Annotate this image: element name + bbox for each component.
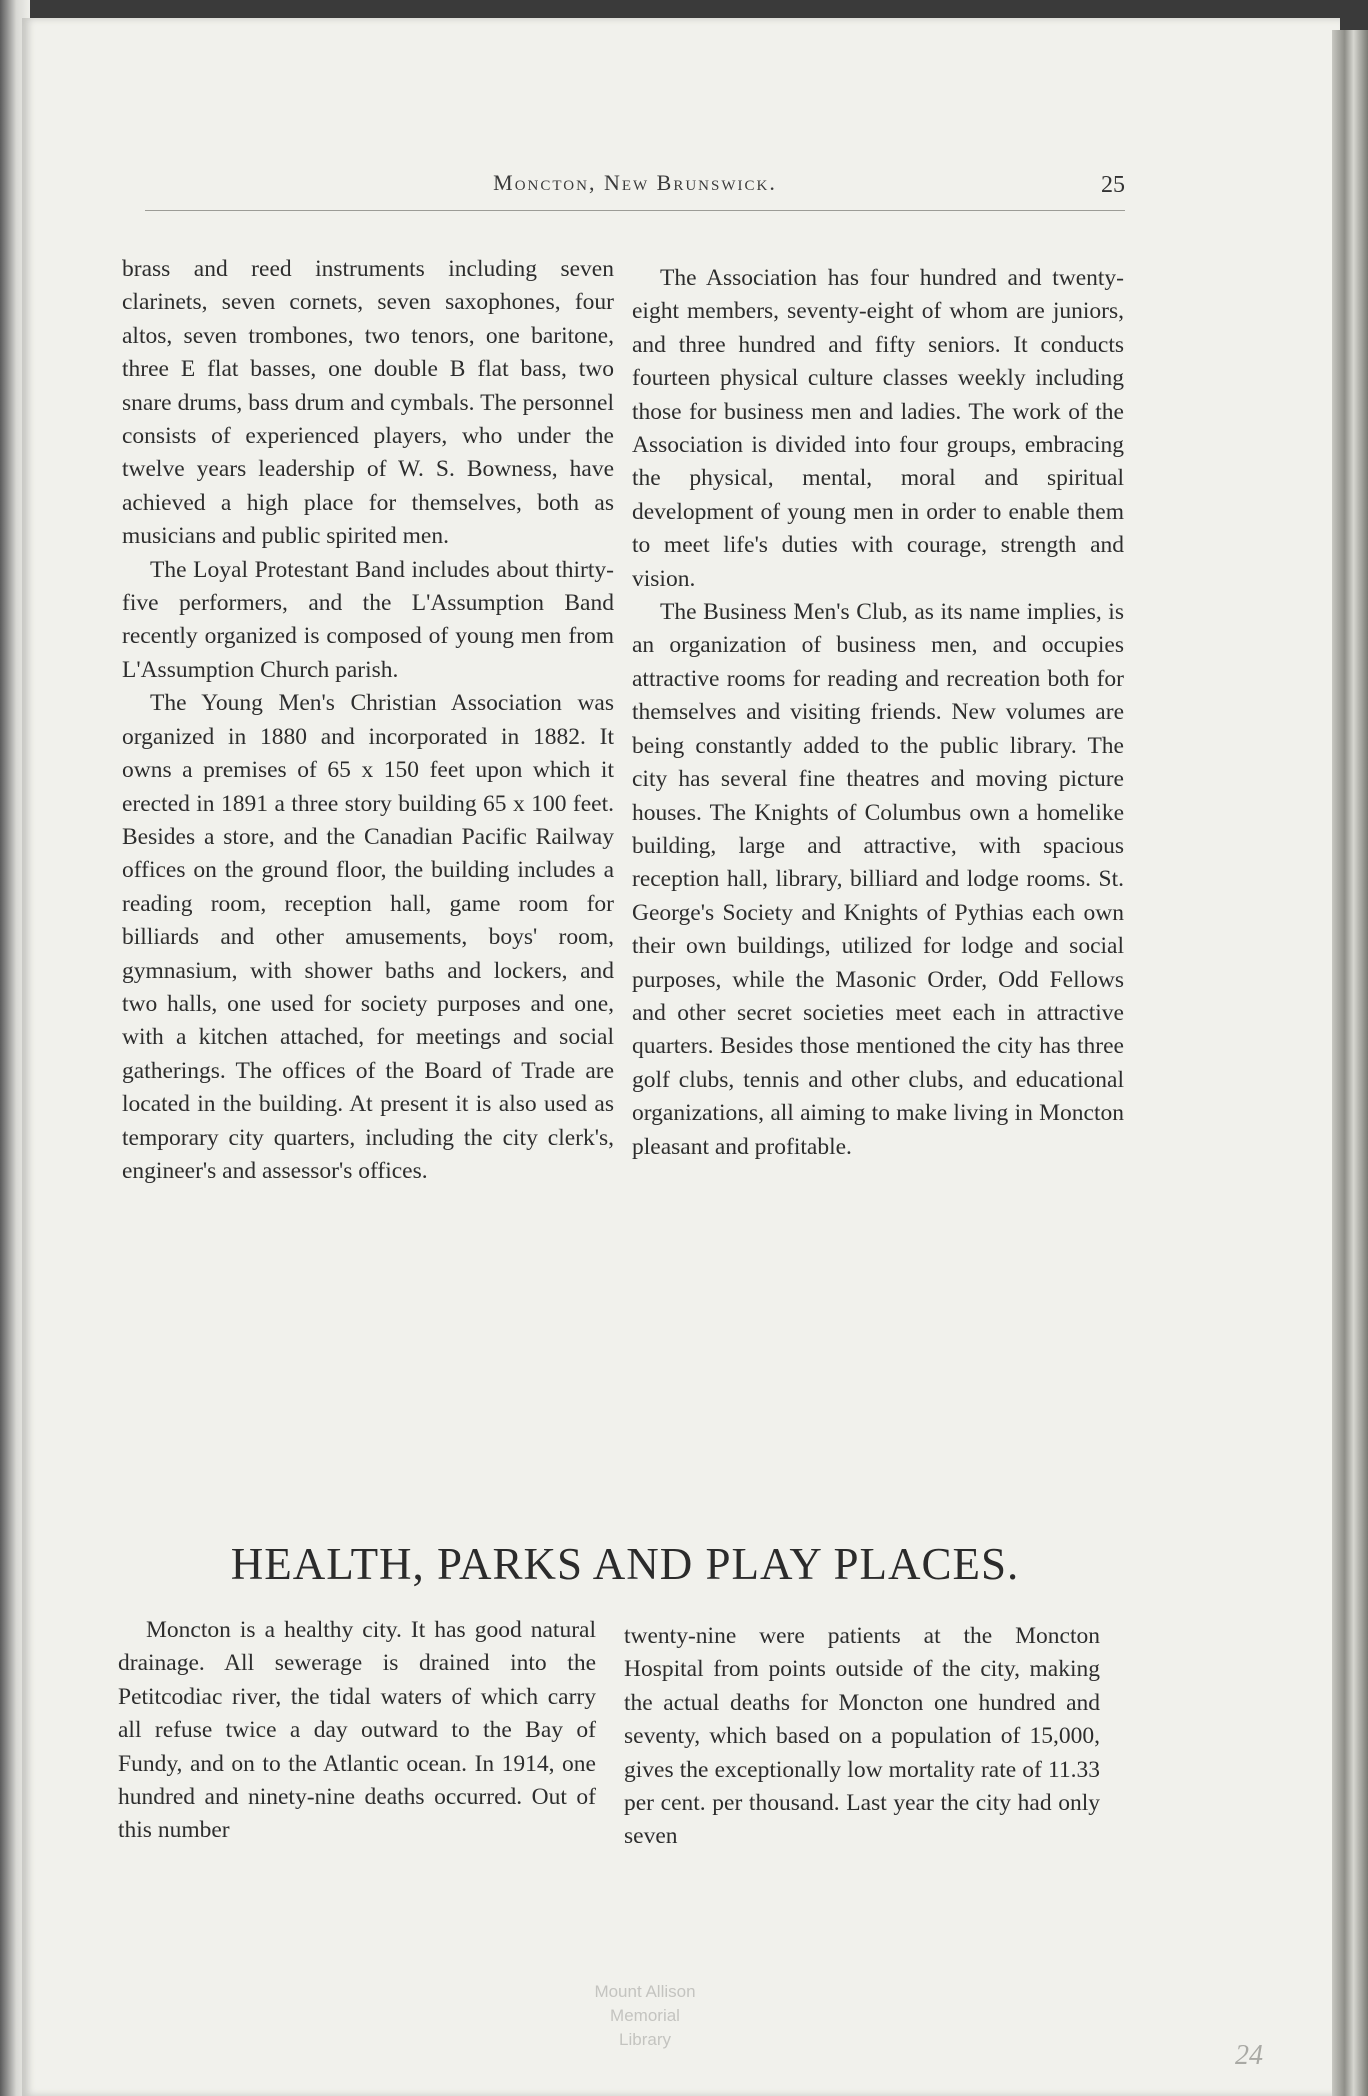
running-head: Moncton, New Brunswick. [493, 170, 777, 195]
paragraph: The Loyal Protestant Band includes about thirty-five performers, and the L'Assumption Band recently organized is composed of young men from L'Assumption Church parish. [122, 556, 614, 683]
right-page-edges [1332, 30, 1368, 2096]
top-right-column [632, 262, 1124, 1164]
section-heading: HEALTH, PARKS AND PLAY PLACES. [230, 1539, 1020, 1589]
top-left-column [122, 253, 614, 1188]
bottom-left-column [118, 1614, 596, 1848]
bottom-right-column [624, 1620, 1100, 1854]
stamp-line: Memorial [610, 2006, 680, 2025]
paragraph: twenty-nine were patients at the Moncton Hospital from points outside of the city, making the actual deaths for Moncton one hundred and seventy, which based on a population of 15,000, gives the exceptionally low mortality rate of 11.33 per cent. per thousand. Last year the city had only seven [624, 1623, 1100, 1850]
library-stamp [540, 1980, 750, 2052]
page-number: 25 [1101, 172, 1125, 198]
paragraph: brass and reed instruments including seven clarinets, seven cornets, seven saxophones, four altos, seven trombones, two tenors, one baritone, three E flat basses, one double B flat bass, two snare drums, bass drum and cymbals. The personnel consists of experienced players, who under the twelve years leadership of W. S. Bowness, have achieved a high place for themselves, both as musicians and public spirited men. [122, 256, 614, 550]
paragraph: Moncton is a healthy city. It has good natural drainage. All sewerage is drained into the Petitcodiac river, the tidal waters of which carry all refuse twice a day outward to the Bay of Fundy, and on to the Atlantic ocean. In 1914, one hundred and ninety-nine deaths occurred. Out of this number [118, 1617, 596, 1844]
paragraph: The Young Men's Christian Association was organized in 1880 and incorporated in 1882. It owns a premises of 65 x 150 feet upon which it erected in 1891 a three story building 65 x 100 feet. Besides a store, and the Canadian Pacific Railway offices on the ground floor, the building includes a reading room, reception hall, game room for billiards and other amusements, boys' room, gymnasium, with shower baths and lockers, and two halls, one used for society purposes and one, with a kitchen attached, for meetings and social gatherings. The offices of the Board of Trade are located in the building. At present it is also used as temporary city quarters, including the city clerk's, engineer's and assessor's offices. [122, 690, 614, 1184]
stamp-line: Mount Allison [594, 1982, 696, 2001]
stamp-line: Library [619, 2030, 671, 2049]
paragraph: The Association has four hundred and twenty-eight members, seventy-eight of whom are juniors, and three hundred and fifty seniors. It conducts fourteen physical culture classes weekly including those for business men and ladies. The work of the Association is divided into four groups, embracing the physical, mental, moral and spiritual development of young men in order to enable them to meet life's duties with courage, strength and vision. [632, 265, 1124, 592]
handwritten-page-note: 24 [1235, 2040, 1263, 2071]
page-header [145, 170, 1125, 220]
header-rule [145, 210, 1125, 211]
paragraph: The Business Men's Club, as its name implies, is an organization of business men, and occupies attractive rooms for reading and recreation both for themselves and visiting friends. New volumes are being constantly added to the public library. The city has several fine theatres and moving picture houses. The Knights of Columbus own a homelike building, large and attractive, with spacious reception hall, library, billiard and lodge rooms. St. George's Society and Knights of Pythias each own their own buildings, utilized for lodge and social purposes, while the Masonic Order, Odd Fellows and other secret societies meet each in attractive quarters. Besides those mentioned the city has three golf clubs, tennis and other clubs, and educational organizations, all aiming to make living in Moncton pleasant and profitable. [632, 599, 1124, 1160]
